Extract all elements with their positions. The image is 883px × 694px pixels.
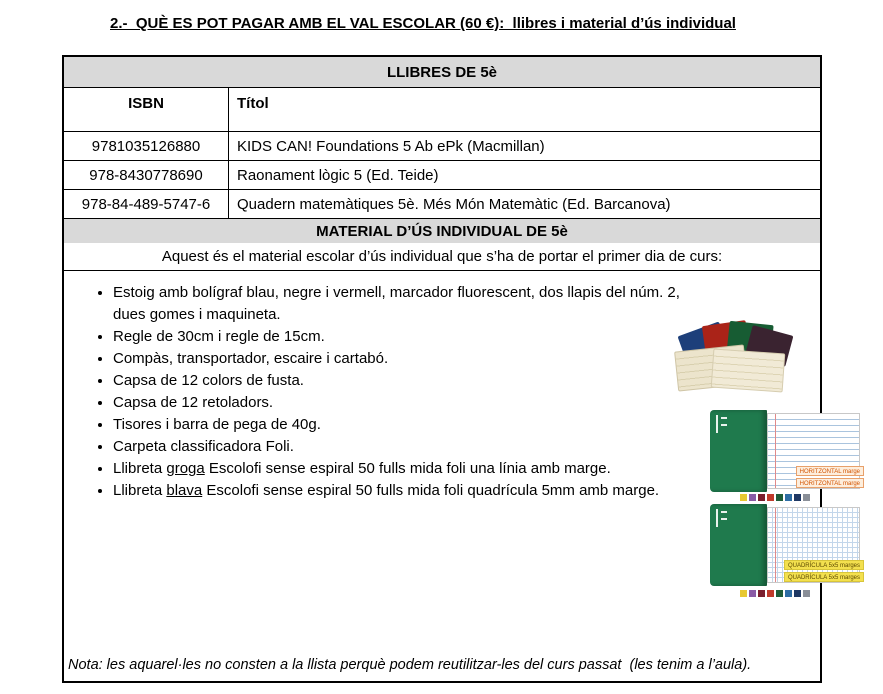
list-item [113, 436, 684, 458]
table-row [64, 132, 820, 161]
notebook-cover [710, 504, 767, 586]
list-item-text: Compàs, transportador, escaire i cartabó. [113, 350, 389, 367]
notebook-label: QUADRÍCULA 5x5 marges [784, 572, 864, 582]
list-item-text: Regle de 30cm i regle de 15cm. [113, 328, 325, 345]
notebook-label: HORITZONTAL marge [796, 466, 864, 476]
folder-cream [711, 349, 786, 393]
material-content-cell [64, 282, 860, 681]
table-row [64, 190, 820, 219]
notebook-label: HORITZONTAL marge [796, 478, 864, 488]
color-swatches [740, 494, 810, 501]
list-item-underlined-text: blava [166, 482, 203, 499]
table-row [64, 161, 820, 190]
escolofi-logo-icon [716, 509, 727, 527]
list-item-text: Estoig amb bolígraf blau, negre i vermell, marcador fluorescent, dos llapis del núm. 2, dues gomes i maquineta. [113, 284, 680, 323]
list-item-text: Escolofi sense espiral 50 fulls mida foli quadrícula 5mm amb marge. [202, 482, 660, 499]
list-item [113, 480, 684, 502]
title-cell: Raonament lògic 5 (Ed. Teide) [237, 166, 439, 184]
list-item-text: Escolofi sense espiral 50 fulls mida foli una línia amb marge. [204, 460, 611, 477]
notebook-lined-image [710, 410, 860, 492]
materials-list [94, 282, 684, 502]
color-swatches [740, 590, 810, 597]
list-item [113, 326, 684, 348]
list-item-underlined-text: groga [166, 460, 205, 477]
column-header-isbn: ISBN [64, 88, 229, 131]
list-item-text: Llibreta [113, 460, 167, 477]
footnote: Nota: les aquarel·les no consten a la llista perquè podem reutilitzar-les del curs passat (les tenim a l’aula). [68, 657, 752, 673]
table-header-row [64, 88, 820, 132]
isbn-cell: 978-8430778690 [64, 161, 229, 189]
isbn-cell: 9781035126880 [64, 132, 229, 160]
list-item [113, 458, 684, 480]
val-escolar-table [62, 55, 860, 683]
list-item [113, 392, 684, 414]
list-item-text: Llibreta [113, 482, 167, 499]
title-cell: Quadern matemàtiques 5è. Més Món Matemàtic (Ed. Barcanova) [237, 195, 671, 213]
books-section-header: LLIBRES DE 5è [64, 57, 820, 88]
list-item-text: Tisores i barra de pega de 40g. [113, 416, 321, 433]
list-item-text: Capsa de 12 colors de fusta. [113, 372, 304, 389]
escolofi-logo-icon [716, 415, 727, 433]
folders-image [676, 322, 788, 394]
page-title: 2.- QUÈ ES POT PAGAR AMB EL VAL ESCOLAR (60 €): llibres i material d’ús individual [110, 15, 736, 32]
title-cell: KIDS CAN! Foundations 5 Ab ePk (Macmillan) [237, 137, 545, 155]
margin-line [775, 508, 776, 582]
material-section-header: MATERIAL D’ÚS INDIVIDUAL DE 5è [64, 219, 820, 243]
list-item [113, 348, 684, 370]
list-item-text: Carpeta classificadora Foli. [113, 438, 294, 455]
list-item [113, 282, 684, 326]
column-header-titol: Títol [237, 95, 269, 112]
list-item [113, 414, 684, 436]
notebook-label: QUADRÍCULA 5x5 marges [784, 560, 864, 570]
material-section-subtitle: Aquest és el material escolar d’ús individual que s’ha de portar el primer dia de curs: [64, 243, 820, 271]
list-item-text: Capsa de 12 retoladors. [113, 394, 274, 411]
notebook-grid-image [710, 504, 860, 586]
margin-line [775, 414, 776, 488]
list-item [113, 370, 684, 392]
notebook-cover [710, 410, 767, 492]
isbn-cell: 978-84-489-5747-6 [64, 190, 229, 218]
